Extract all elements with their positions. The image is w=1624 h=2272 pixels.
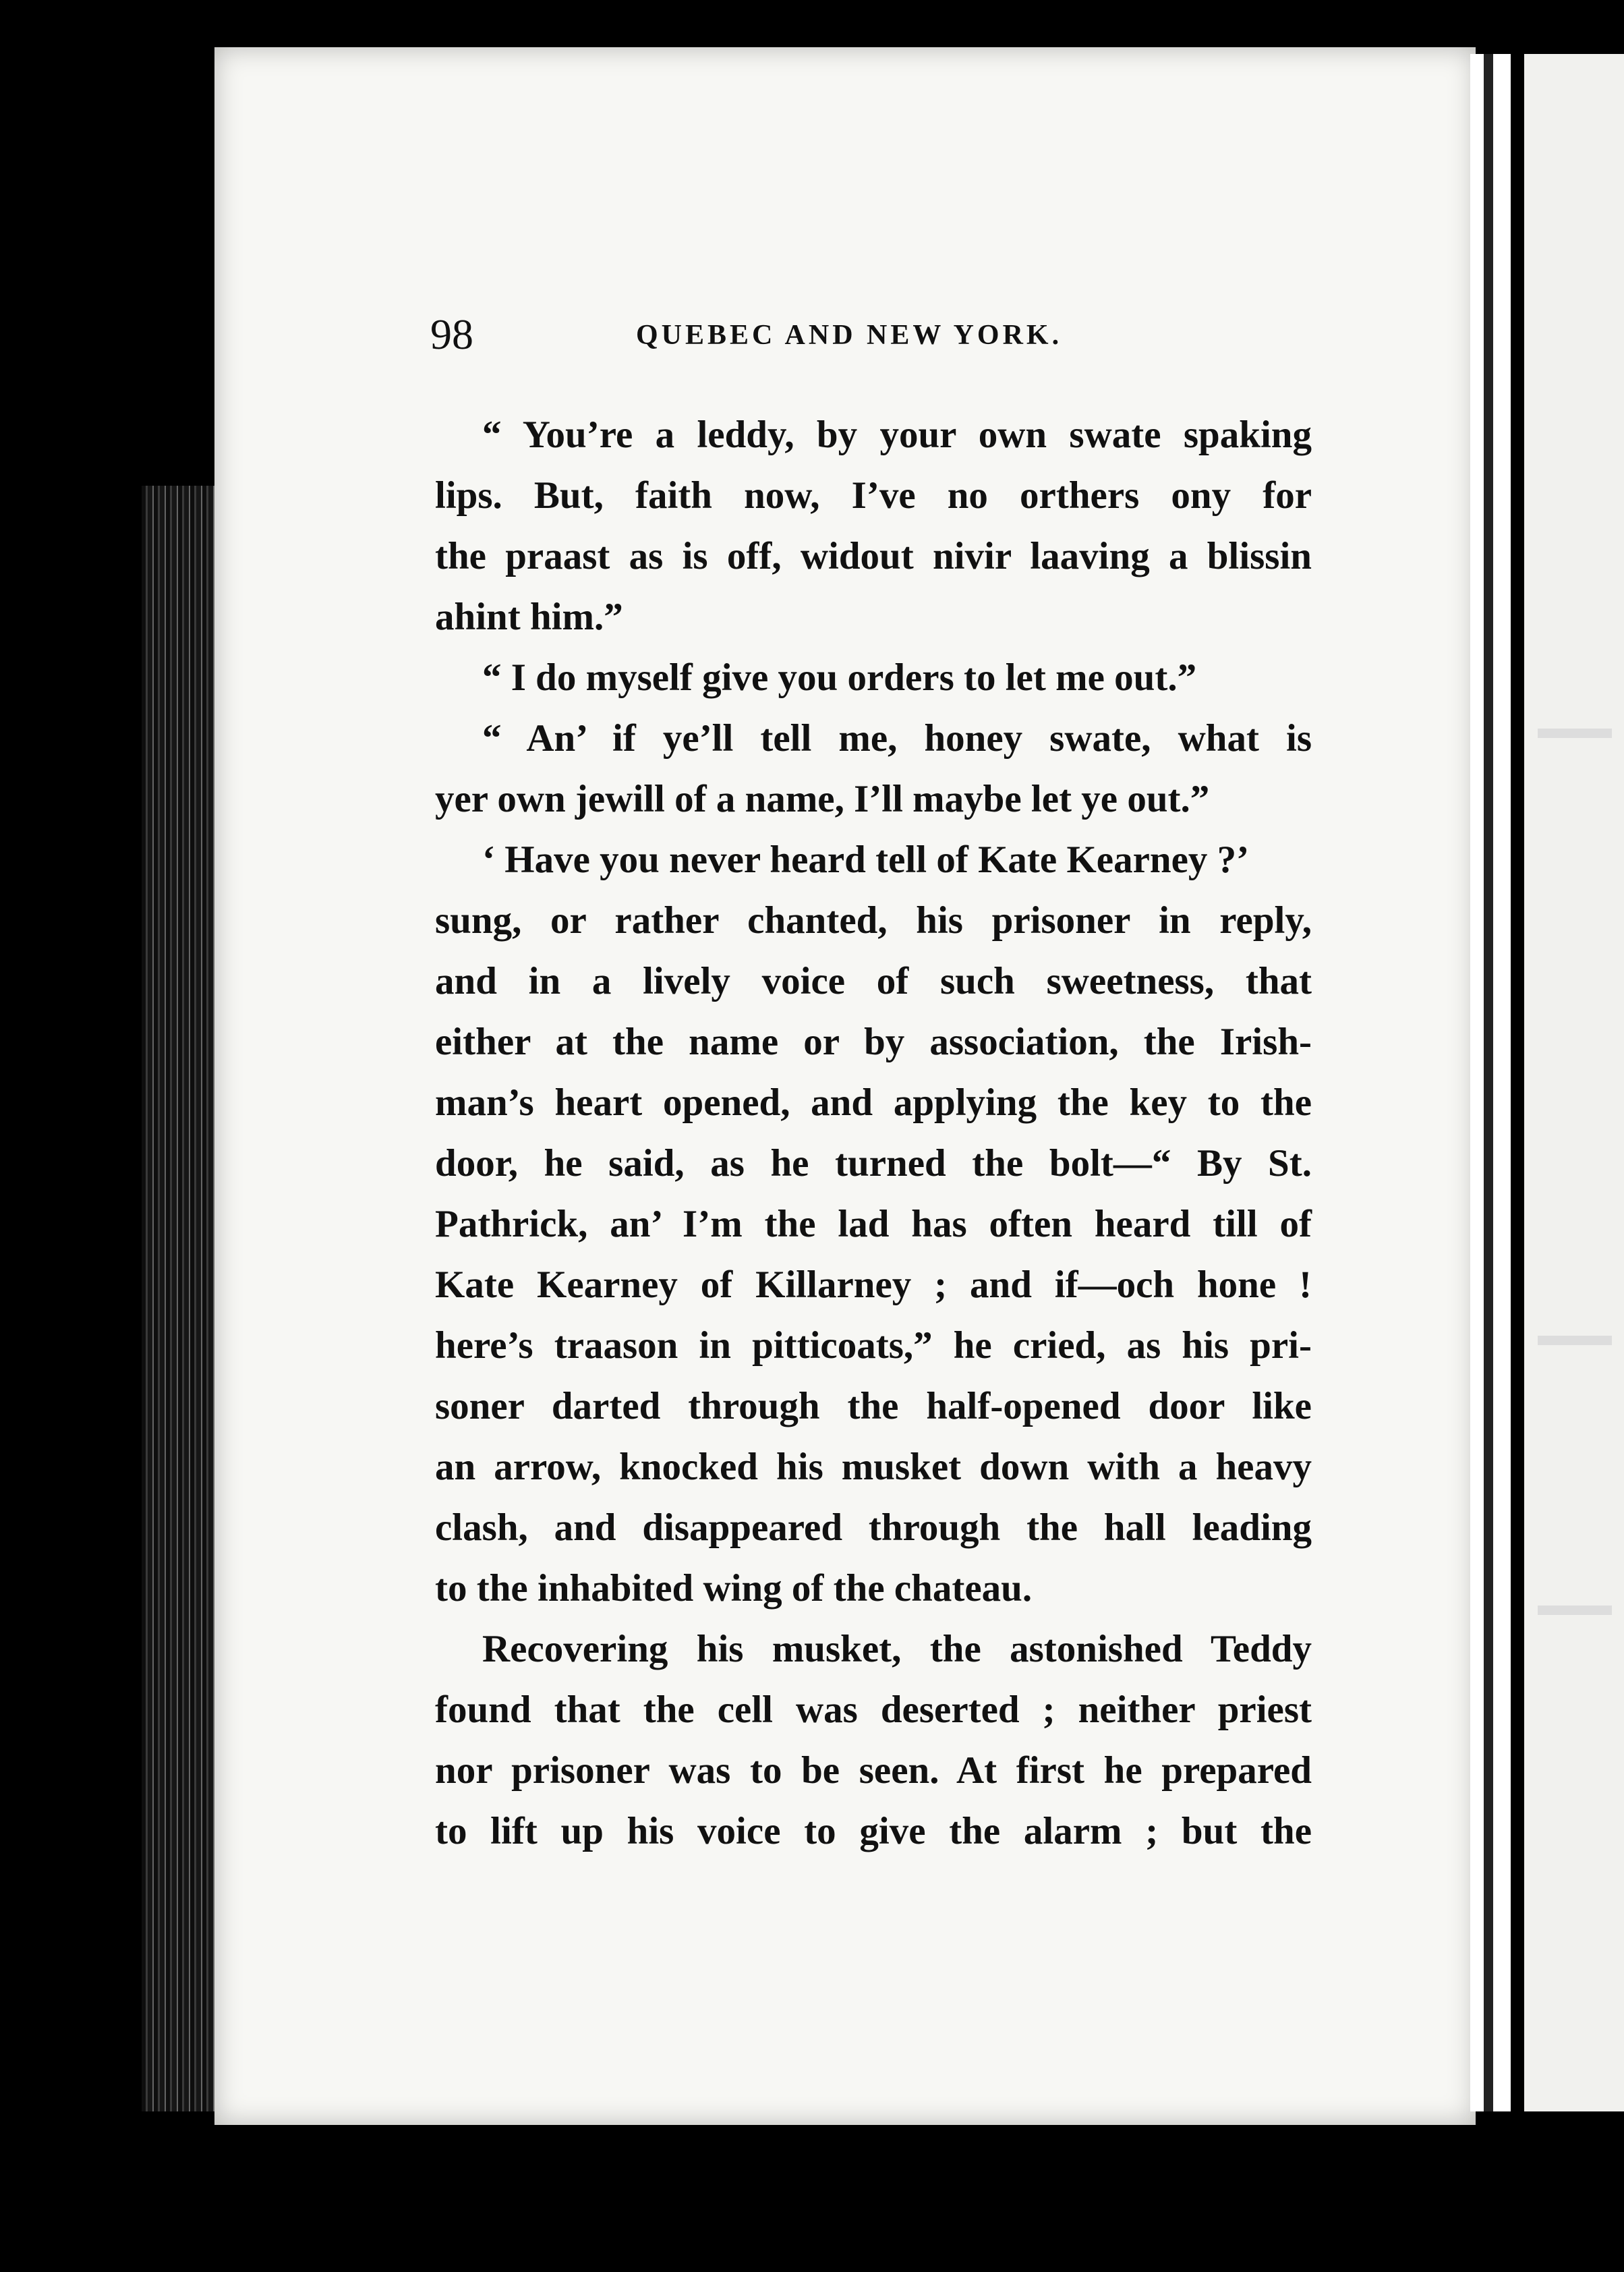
- text-line: lips. But, faith now, I’ve no orthers ony for: [435, 474, 1312, 517]
- running-head: QUEBEC AND NEW YORK.: [636, 320, 1063, 351]
- text-line: to lift up his voice to give the alarm ; but the: [435, 1810, 1312, 1852]
- page-header: [214, 307, 1476, 368]
- text-line: man’s heart opened, and applying the key to the: [435, 1081, 1312, 1124]
- bleed-through-mark: [1538, 1606, 1612, 1615]
- text-line: sung, or rather chanted, his prisoner in reply,: [435, 899, 1312, 942]
- bleed-through-mark: [1538, 729, 1612, 738]
- text-line: an arrow, knocked his musket down with a heavy: [435, 1446, 1312, 1488]
- text-line: “ I do myself give you orders to let me out.”: [482, 656, 1197, 699]
- text-line: Kate Kearney of Killarney ; and if—och hone !: [435, 1263, 1312, 1306]
- text-line: and in a lively voice of such sweetness, that: [435, 960, 1312, 1002]
- text-line: nor prisoner was to be seen. At first he prepared: [435, 1749, 1312, 1792]
- text-line: Recovering his musket, the astonished Teddy: [482, 1628, 1312, 1670]
- bleed-through-mark: [1538, 1336, 1612, 1345]
- text-line: “ You’re a leddy, by your own swate spaking: [482, 414, 1312, 456]
- text-line: either at the name or by association, the Irish-: [435, 1021, 1312, 1063]
- page-gutter: [1470, 54, 1524, 2111]
- text-line: here’s traason in pitticoats,” he cried, as his pri-: [435, 1324, 1312, 1367]
- text-line: ahint him.”: [435, 596, 623, 638]
- text-line: found that the cell was deserted ; neither priest: [435, 1688, 1312, 1731]
- text-line: the praast as is off, widout nivir laaving a blissin: [435, 535, 1312, 577]
- body-text: [435, 405, 1312, 1862]
- text-line: ‘ Have you never heard tell of Kate Kearney ?’: [482, 839, 1250, 881]
- facing-page-edge: [1524, 54, 1624, 2111]
- page-number: 98: [430, 310, 473, 358]
- text-line: “ An’ if ye’ll tell me, honey swate, what is: [482, 717, 1312, 760]
- text-line: yer own jewill of a name, I’ll maybe let ye out.”: [435, 778, 1210, 820]
- text-line: to the inhabited wing of the chateau.: [435, 1567, 1033, 1610]
- text-line: soner darted through the half-opened door like: [435, 1385, 1312, 1427]
- text-line: door, he said, as he turned the bolt—“ By St.: [435, 1142, 1312, 1185]
- text-line: clash, and disappeared through the hall leading: [435, 1506, 1312, 1549]
- text-line: Pathrick, an’ I’m the lad has often heard till of: [435, 1203, 1312, 1245]
